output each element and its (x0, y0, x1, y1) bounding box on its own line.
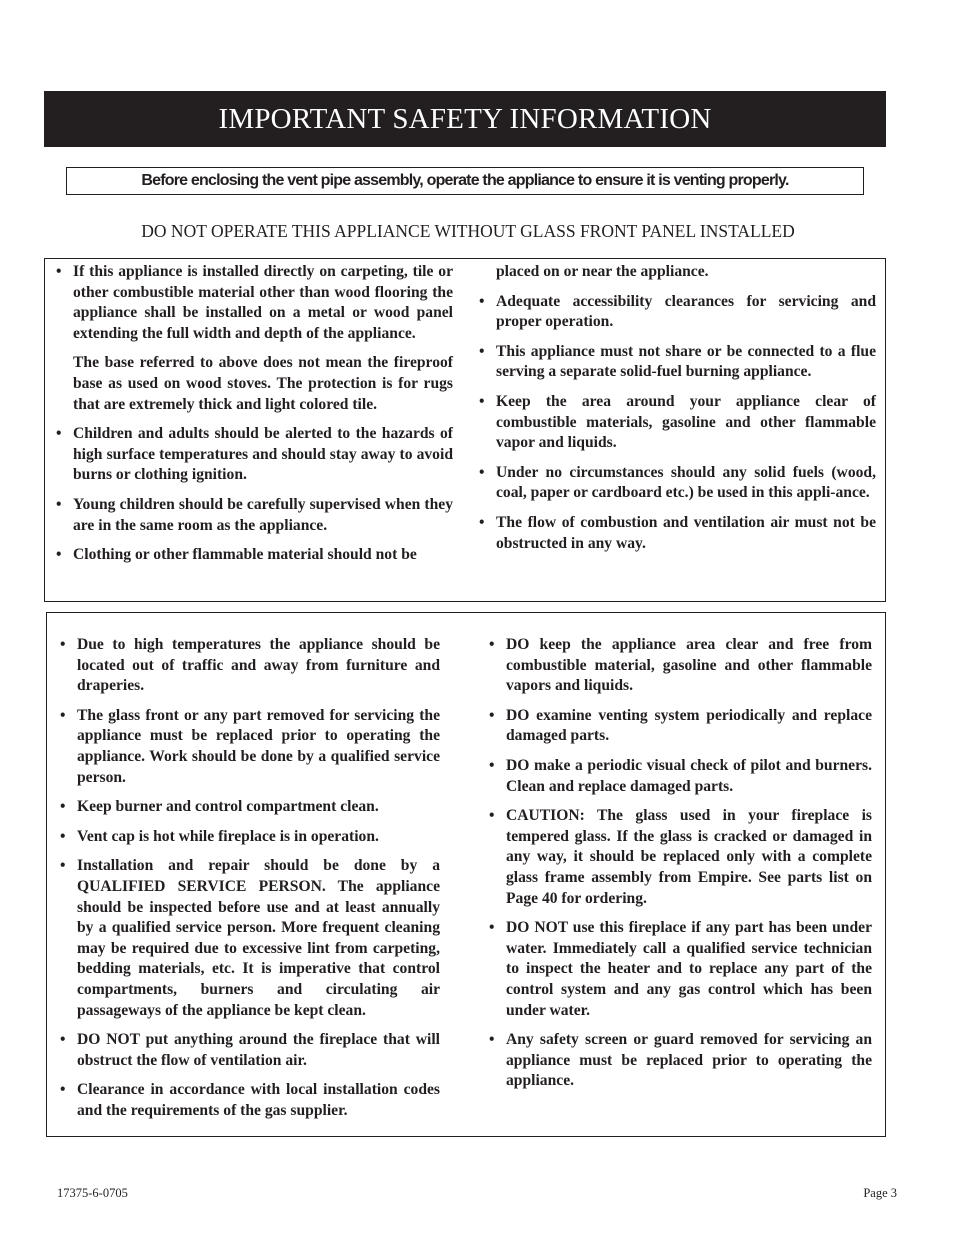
bullet-icon: • (60, 798, 66, 816)
list-item-paragraph: The base referred to above does not mean the fireproof base as used on wood stoves. The protection is for rugs that are extremely thick and light colored tile. (73, 354, 453, 413)
safety-box-2-left-column (60, 635, 440, 1130)
page-title: IMPORTANT SAFETY INFORMATION (218, 102, 712, 135)
title-bar (44, 91, 886, 147)
glass-panel-warning: DO NOT OPERATE THIS APPLIANCE WITHOUT GLASS FRONT PANEL INSTALLED (141, 221, 795, 241)
bullet-icon: • (56, 425, 62, 443)
bullet-icon: • (489, 756, 495, 774)
bullet-icon: • (489, 807, 495, 825)
list-item: • Adequate accessibility clearances for servicing and proper operation. (479, 292, 876, 331)
page-number: Page 3 (863, 1186, 897, 1200)
document-number: 17375-6-0705 (57, 1186, 128, 1200)
bullet-icon: • (60, 1031, 66, 1049)
venting-notice-text: Before enclosing the vent pipe assembly, operate the appliance to ensure it is venting properly. (141, 172, 789, 189)
bullet-icon: • (489, 919, 495, 937)
list-item: • Vent cap is hot while fireplace is in operation. (60, 827, 440, 848)
bullet-icon: • (479, 392, 485, 410)
bullet-icon: • (56, 546, 62, 564)
safety-box-1-right-column (479, 262, 876, 563)
list-item: • Keep the area around your appliance clear of combustible materials, gasoline and other flammable vapor and liquids. (479, 392, 876, 452)
bullet-icon: • (479, 292, 485, 310)
bullet-icon: • (479, 342, 485, 360)
bullet-icon: • (479, 463, 485, 481)
bullet-icon: • (56, 495, 62, 513)
safety-box-2-right-column (489, 635, 872, 1101)
bullet-icon: • (56, 263, 62, 280)
safety-box-1-left-column (56, 262, 453, 575)
list-item: • Clearance in accordance with local installation codes and the requirements of the gas supplier. (60, 1081, 440, 1119)
bullet-icon: • (489, 636, 495, 653)
venting-notice-box (66, 167, 864, 195)
list-item: • Due to high temperatures the appliance should be located out of traffic and away from furniture and draperies. (60, 636, 440, 695)
list-item: • Clothing or other flammable material should not be (56, 545, 453, 566)
list-item: • Young children should be carefully supervised when they are in the same room as the appliance. (56, 495, 453, 534)
bullet-icon: • (60, 636, 66, 653)
list-item: • Under no circumstances should any solid fuels (wood, coal, paper or cardboard etc.) be used in this appli-ance. (479, 463, 876, 502)
list-item: • Keep burner and control compartment clean. (60, 797, 440, 818)
list-item: • DO make a periodic visual check of pilot and burners. Clean and replace damaged parts. (489, 756, 872, 795)
list-item: • DO NOT use this fireplace if any part has been under water. Immediately call a qualified service technician to inspect the heater and to replace any part of the control system and any gas control which has been under water. (489, 919, 872, 1019)
bullet-icon: • (60, 706, 66, 724)
list-item-continuation: placed on or near the appliance. (496, 263, 709, 280)
list-item: • The flow of combustion and ventilation air must not be obstructed in any way. (479, 513, 876, 552)
list-item: • DO NOT put anything around the fireplace that will obstruct the flow of ventilation air. (60, 1031, 440, 1069)
safety-box-2 (46, 612, 886, 1137)
list-item: • Any safety screen or guard removed for servicing an appliance must be replaced prior to operating the appliance. (489, 1031, 872, 1090)
list-item: • DO keep the appliance area clear and free from combustible material, gasoline and other flammable vapors and liquids. (489, 636, 872, 695)
list-item: • If this appliance is installed directly on carpeting, tile or other combustible material other than wood flooring the appliance shall be installed on a metal or wood panel extending the full width and depth of the appliance. (56, 263, 453, 342)
list-item: • DO examine venting system periodically and replace damaged parts. (489, 706, 872, 745)
bullet-icon: • (489, 1031, 495, 1049)
bullet-icon: • (60, 1081, 66, 1099)
list-item: • CAUTION: The glass used in your fireplace is tempered glass. If the glass is cracked or damaged in any way, it should be replaced only with a complete glass frame assembly from Empire. See parts list on Page 40 for ordering. (489, 807, 872, 907)
bullet-icon: • (479, 513, 485, 531)
list-item: • Children and adults should be alerted to the hazards of high surface temperatures and should stay away to avoid burns or clothing ignition. (56, 425, 453, 484)
list-item: • Installation and repair should be done by a QUALIFIED SERVICE PERSON. The appliance should be inspected before use and at least annually by a qualified service person. More frequent cleaning may be required due to excessive lint from carpeting, bedding materials, etc. It is imperative that control compartments, burners and circulating air passageways of the appliance be kept clean. (60, 857, 440, 1019)
safety-box-1 (44, 258, 886, 602)
list-item: • This appliance must not share or be connected to a flue serving a separate solid-fuel burning appliance. (479, 342, 876, 381)
bullet-icon: • (489, 706, 495, 724)
list-item: • The glass front or any part removed for servicing the appliance must be replaced prior to operating the appliance. Work should be done by a qualified service person. (60, 706, 440, 786)
bullet-icon: • (60, 827, 66, 845)
bullet-icon: • (60, 857, 66, 875)
